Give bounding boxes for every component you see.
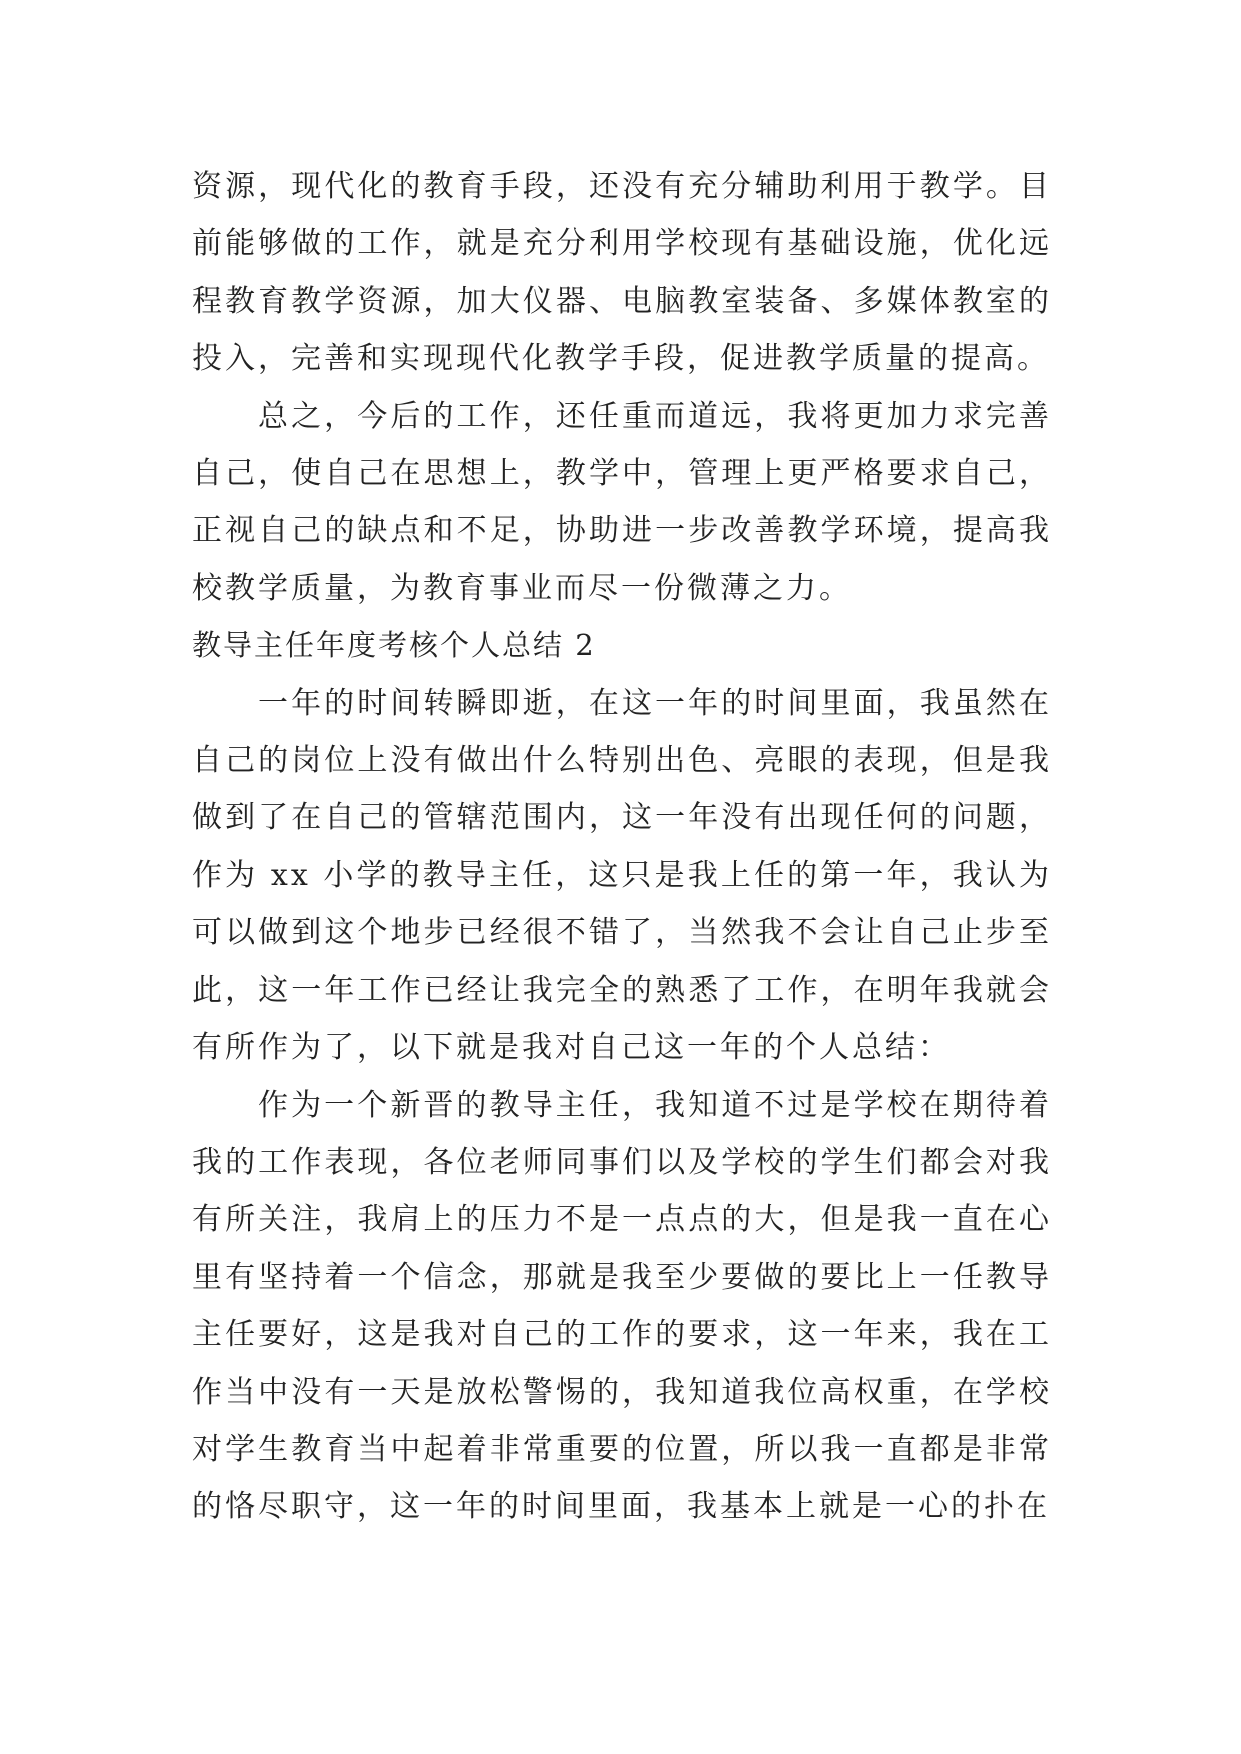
document-body bbox=[192, 158, 1052, 1536]
paragraph-2: 总之，今后的工作，还任重而道远，我将更加力求完善自己，使自己在思想上，教学中，管理上更严格要求自己，正视自己的缺点和不足，协助进一步改善教学环境，提高我校教学质量，为教育事业而尽一份微薄之力。 bbox=[192, 398, 1052, 606]
section-heading: 教导主任年度考核个人总结 2 bbox=[192, 628, 596, 663]
paragraph-3: 一年的时间转瞬即逝，在这一年的时间里面，我虽然在自己的岗位上没有做出什么特别出色、亮眼的表现，但是我做到了在自己的管辖范围内，这一年没有出现任何的问题，作为 xx 小学的教导主任，这只是我上任的第一年，我认为可以做到这个地步已经很不错了，当然我不会让自己止步至此，这一年工作已经让我完全的熟悉了工作，在明年我就会有所作为了，以下就是我对自己这一年的个人总结： bbox=[192, 685, 1052, 1066]
paragraph-4: 作为一个新晋的教导主任，我知道不过是学校在期待着我的工作表现，各位老师同事们以及学校的学生们都会对我有所关注，我肩上的压力不是一点点的大，但是我一直在心里有坚持着一个信念，那就是我至少要做的要比上一任教导主任要好，这是我对自己的工作的要求，这一年来，我在工作当中没有一天是放松警惕的，我知道我位高权重，在学校对学生教育当中起着非常重要的位置，所以我一直都是非常的恪尽职守，这一年的时间里面，我基本上就是一心的扑在 bbox=[192, 1087, 1052, 1525]
paragraph-1: 资源，现代化的教育手段，还没有充分辅助利用于教学。目前能够做的工作，就是充分利用学校现有基础设施，优化远程教育教学资源，加大仪器、电脑教室装备、多媒体教室的投入，完善和实现现代化教学手段，促进教学质量的提高。 bbox=[192, 169, 1052, 377]
